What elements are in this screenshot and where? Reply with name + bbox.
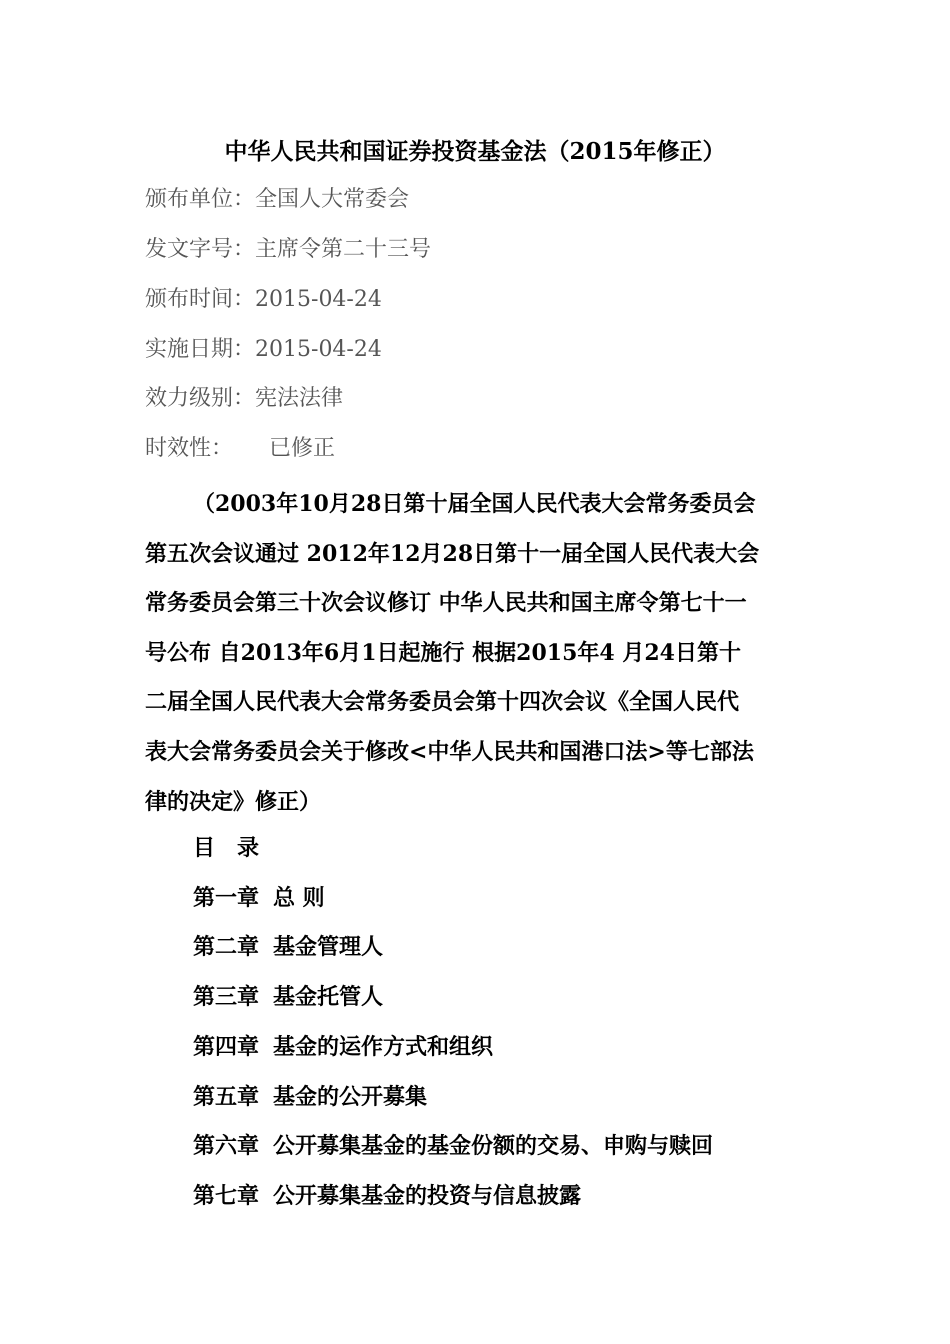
chapter-title: 公开募集基金的基金份额的交易、申购与赎回 xyxy=(273,1133,714,1159)
preamble-line: 二届全国人民代表大会常务委员会第十四次会议《全国人民代 xyxy=(145,689,740,716)
chapter-title: 基金的公开募集 xyxy=(273,1084,428,1110)
chapter-number: 第七章 xyxy=(193,1183,260,1209)
preamble-line: （2003年10月28日第十届全国人民代表大会常务委员会 xyxy=(193,491,756,517)
toc-item xyxy=(193,980,383,1014)
toc-item xyxy=(193,1129,713,1163)
meta-validity xyxy=(145,432,335,466)
preamble-line: 号公布 自2013年6月1日起施行 根据2015年4 月24日第十 xyxy=(145,639,741,666)
chapter-title: 公开募集基金的投资与信息披露 xyxy=(273,1183,582,1209)
meta-label: 实施日期： xyxy=(145,337,256,362)
meta-effective-date xyxy=(145,333,382,367)
meta-label: 颁布单位： xyxy=(145,187,256,212)
meta-legal-level xyxy=(145,382,343,416)
preamble-line: 常务委员会第三十次会议修订 中华人民共和国主席令第七十一 xyxy=(145,590,747,617)
chapter-number: 第五章 xyxy=(193,1084,260,1110)
chapter-number: 第四章 xyxy=(193,1034,260,1060)
chapter-number: 第二章 xyxy=(193,934,260,960)
meta-value: 2015-04-24 xyxy=(255,337,382,362)
meta-label: 时效性： xyxy=(145,436,234,461)
preamble-line: 表大会常务委员会关于修改<中华人民共和国港口法>等七部法 xyxy=(145,738,754,765)
toc-item xyxy=(193,1030,493,1064)
chapter-title: 基金的运作方式和组织 xyxy=(273,1034,494,1060)
chapter-title: 基金托管人 xyxy=(273,984,384,1010)
preamble-line: 第五次会议通过 2012年12月28日第十一届全国人民代表大会 xyxy=(145,540,760,567)
document-title: 中华人民共和国证券投资基金法（2015年修正） xyxy=(224,138,726,165)
chapter-title: 基金管理人 xyxy=(273,934,384,960)
preamble-paragraph xyxy=(145,480,807,827)
toc-item xyxy=(193,930,383,964)
toc-item xyxy=(193,1080,427,1114)
meta-value: 宪法法律 xyxy=(255,386,344,411)
meta-label: 发文字号： xyxy=(145,237,256,262)
preamble-line: 律的决定》修正） xyxy=(145,788,322,815)
meta-value: 全国人大常委会 xyxy=(255,187,410,212)
meta-issue-date xyxy=(145,283,382,317)
toc-item xyxy=(193,881,325,915)
chapter-number: 第一章 xyxy=(193,885,260,911)
meta-value: 2015-04-24 xyxy=(255,287,382,312)
meta-value: 主席令第二十三号 xyxy=(255,237,432,262)
chapter-number: 第六章 xyxy=(193,1133,260,1159)
toc-heading: 目 录 xyxy=(193,835,260,861)
meta-value: 已修正 xyxy=(269,436,336,461)
toc-item xyxy=(193,1179,581,1213)
meta-document-number xyxy=(145,233,431,267)
meta-label: 颁布时间： xyxy=(145,287,256,312)
meta-issuing-body xyxy=(145,183,409,217)
chapter-number: 第三章 xyxy=(193,984,260,1010)
chapter-title: 总 则 xyxy=(273,885,325,911)
meta-label: 效力级别： xyxy=(145,386,256,411)
